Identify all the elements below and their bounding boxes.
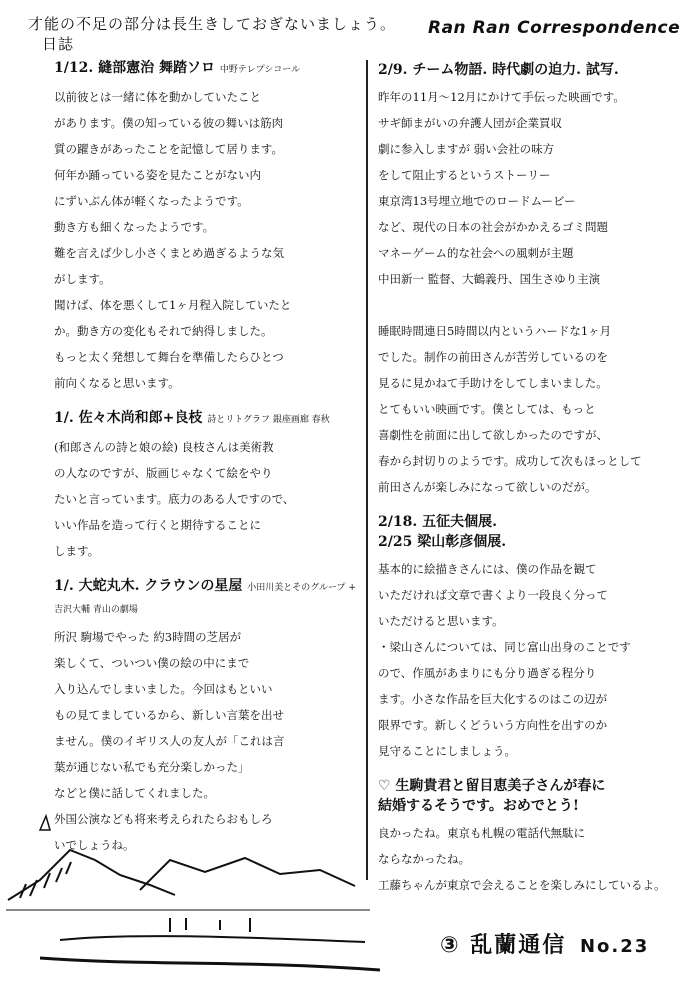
- issue-number: No.23: [579, 936, 650, 957]
- diary-entry: [378, 60, 690, 500]
- entry-heading: 1/. 大蛇丸木. クラウンの星屋 小田川美とそのグループ + 吉沢大輔 青山の劇場: [54, 578, 356, 615]
- diary-entry: [378, 776, 690, 898]
- entry-body: 昨年の11月～12月にかけて手伝った映画です。 サギ師まがいの弁護人団が企業買収 劇に参入しますが 弱い会社の味方 をして阻止するというストーリー 東京湾13号埋立地でのロードムービー など、現代の日本の社会がかかえるゴミ問題 マネーゲーム的な社会への風刺が主題 中田新一 監督、大鶴義丹、国生さゆり主演 睡眠時間連日5時間以内というハードな1ヶ月 でした。制作の前田さんが苦労しているのを 見るに見かねて手助けをしてしまいました。 とてもいい映画です。僕としては、もっと 喜劇性を前面に出して欲しかったのですが、 春から封切りのようです。成功して次もほっとして 前田さんが楽しみになって欲しいのだが。: [378, 90, 642, 494]
- entry-body: 基本的に絵描きさんには、僕の作品を観て いただければ文章で書くより一段良く分って いただけると思います。 ・梁山さんについては、同じ富山出身のことです ので、作風があまりにも分り過ぎる程分り ます。小さな作品を巨大化するのはこの辺が 限界です。新しくどういう方向性を出すのか 見守ることにしましょう。: [378, 562, 631, 758]
- left-column: [54, 58, 364, 870]
- issue-title: ③ 乱蘭通信: [440, 933, 567, 958]
- motto-line-2: 日誌: [42, 35, 75, 53]
- diary-entry: [54, 408, 364, 564]
- entry-body: 良かったね。東京も札幌の電話代無駄に ならなかったね。 工藤ちゃんが東京で会えることを楽しみにしているよ。: [378, 826, 666, 892]
- column-divider: [366, 60, 368, 880]
- mountain-sketch-illustration: [0, 790, 380, 990]
- entry-note: 小田川美とそのグループ + 吉沢大輔 青山の劇場: [54, 583, 356, 615]
- diary-entry: [54, 58, 364, 396]
- diary-entry: [378, 512, 690, 764]
- entry-heading: 1/. 佐々木尚和郎+良枝 詩とリトグラフ 銀座画廊 春秋: [54, 410, 330, 426]
- entry-heading: 2/18. 五征夫個展. 2/25 梁山彰彦個展.: [378, 514, 507, 550]
- entry-note: 中野テレプシコール: [219, 65, 301, 75]
- motto-line-1: 才能の不足の部分は長生きしておぎないましょう。: [28, 15, 397, 33]
- entry-heading: ♡ 生駒貴君と留目恵美子さんが春に 結婚するそうです。おめでとう!: [378, 778, 606, 814]
- issue-footer: [440, 928, 649, 959]
- entry-body: 所沢 駒場でやった 約3時間の芝居が 楽しくて、ついつい僕の絵の中にまで 入り込んでしまいました。今回はもといい もの見てましているから、新しい言葉を出せ ません。僕のイギリス人の友人が「これは言 葉が通じない私でも充分楽しかった」 などと僕に話してくれました。 外国公演なども将来考えられたらおもしろ いでしょうね。: [54, 630, 285, 852]
- header-motto: [28, 14, 396, 54]
- entry-note: 詩とリトグラフ 銀座画廊 春秋: [207, 415, 330, 425]
- brand-title: Ran Ran Correspondence: [428, 18, 681, 38]
- entry-heading: 2/9. チーム物語. 時代劇の迫力. 試写.: [378, 62, 619, 78]
- right-column: [378, 60, 690, 910]
- entry-body: 以前彼とは一緒に体を動かしていたこと があります。僕の知っている彼の舞いは筋肉 質の躍きがあったことを記憶して居ります。 何年か踊っている姿を見たことがない内 にずいぶん体が軽くなったようです。 動き方も細くなったようです。 難を言えば少し小さくまとめ過ぎるような気 がします。 聞けば、体を悪くして1ヶ月程入院していたと か。動き方の変化もそれで納得しました。 もっと太く発想して舞台を準備したらひとつ 前向くなると思います。: [54, 90, 292, 390]
- entry-body: (和郎さんの詩と娘の絵) 良枝さんは美術教 の人なのですが、版画じゃなくて絵をやり たいと言っています。底力のある人ですので、 いい作品を造って行くと期待することに します。: [54, 440, 295, 558]
- entry-heading: 1/12. 縫部憲治 舞踏ソロ 中野テレプシコール: [54, 60, 301, 76]
